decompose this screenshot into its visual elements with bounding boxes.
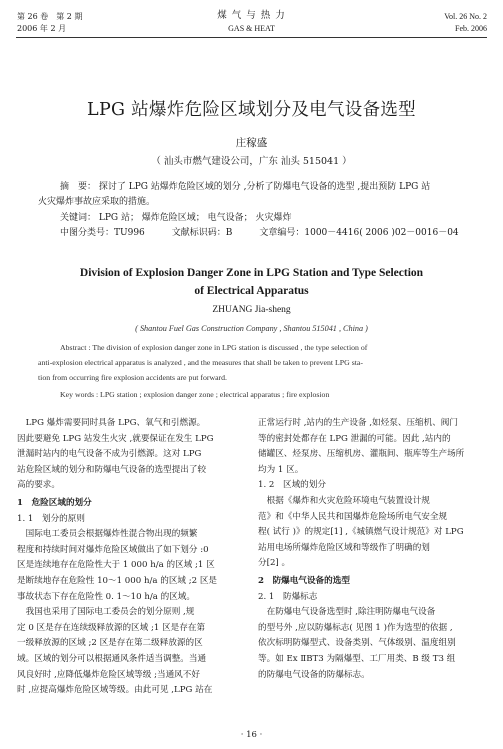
paragraph-line: 均为 1 区。 bbox=[258, 464, 304, 475]
abstract-cn-line-1: 摘 要： 探讨了 LPG 站爆炸危险区域的划分 ,分析了防爆电气设备的选型 ,提出预防 LPG 站 bbox=[60, 182, 431, 192]
abstract-en-line-3: tion from occurring fire explosion accidents are put forward. bbox=[38, 373, 228, 382]
header-journal-cn: 煤 气 与 热 力 bbox=[217, 10, 286, 21]
abstract-en-line-1: Abstract : The division of explosion danger zone in LPG station is discussed , the type selection of bbox=[60, 343, 368, 352]
paragraph-line: 等的密封处都存在 LPG 泄漏的可能。因此 ,站内的 bbox=[258, 433, 451, 444]
paragraph-line: 根据《爆炸和火灾危险环境电气装置设计规 bbox=[258, 495, 430, 506]
intro-line: 因此要避免 LPG 站发生火灾 ,就要保证在发生 LPG bbox=[17, 433, 214, 444]
section-1-1-heading: 1. 1 划分的原则 bbox=[17, 513, 85, 524]
header-date-en: Feb. 2006 bbox=[455, 24, 487, 33]
paragraph-line: 时 ,应提高爆炸危险区域等级。由此可见 ,LPG 站在 bbox=[17, 685, 213, 696]
section-1-heading: 1 危险区域的划分 bbox=[17, 497, 92, 508]
paragraph-line: 等。如 Ex ⅡBT3 为隔爆型、工厂用类、B 级 T3 组 bbox=[258, 653, 456, 664]
author-cn: 庄稼盛 bbox=[235, 137, 268, 149]
paper-title-cn: LPG 站爆炸危险区域划分及电气设备选型 bbox=[87, 100, 416, 120]
header-date-cn: 2006 年 2 月 bbox=[17, 24, 67, 33]
section-1-2-heading: 1. 2 区域的划分 bbox=[258, 480, 326, 491]
section-2-heading: 2 防爆电气设备的选型 bbox=[258, 575, 350, 586]
paragraph-line: 程( 试行 )》的规定[1] ,《城镇燃气设计规范》对 LPG bbox=[258, 527, 464, 538]
header-volume-en: Vol. 26 No. 2 bbox=[444, 12, 487, 21]
keywords-en: Key words : LPG station ; explosion danger zone ; electrical apparatus ; fire explosion bbox=[60, 390, 330, 399]
classification-cn: 中图分类号：TU996 文献标识码：B 文章编号：1000－4416( 2006 )02－0016－04 bbox=[60, 228, 459, 238]
paper-title-en-line-2: of Electrical Apparatus bbox=[194, 285, 309, 297]
paragraph-line: 我国也采用了国际电工委员会的划分原则 ,规 bbox=[17, 607, 195, 618]
paragraph-line: 分[2] 。 bbox=[258, 558, 291, 569]
author-en: ZHUANG Jia-sheng bbox=[212, 305, 291, 315]
paragraph-line: 一级释放源的区域 ;2 区是存在第二级释放源的区 bbox=[17, 638, 203, 649]
paragraph-line: 的防爆电气设备的防爆标志。 bbox=[258, 669, 370, 680]
header-rule bbox=[16, 37, 487, 38]
keywords-cn: 关键词： LPG 站； 爆炸危险区域； 电气设备； 火灾爆炸 bbox=[60, 213, 292, 223]
paragraph-line: 依次标明防爆型式、设备类别、气体级别、温度组别 bbox=[258, 638, 456, 649]
header-volume-cn: 第 26 卷 第 2 期 bbox=[17, 12, 83, 21]
paragraph-line: 区是连续地存在危险性大于 1 000 h/a 的区域 ;1 区 bbox=[17, 560, 215, 571]
left-column bbox=[17, 416, 249, 699]
intro-line: 高的要求。 bbox=[17, 480, 60, 491]
paragraph-line: 范》和《中华人民共和国爆炸危险场所电气安全规 bbox=[258, 511, 448, 522]
paper-title-en-line-1: Division of Explosion Danger Zone in LPG Station and Type Selection bbox=[79, 267, 424, 279]
paragraph-line: 程度和持续时间对爆炸危险区域做出了如下划分 :0 bbox=[17, 544, 209, 555]
abstract-en-line-2: anti-explosion electrical apparatus is analyzed , and the measures that shall be taken to prevent LPG sta- bbox=[38, 358, 363, 367]
paragraph-line: 储罐区、烃泵房、压缩机房、灌瓶间、瓶库等生产场所 bbox=[258, 449, 465, 460]
intro-line: LPG 爆炸需要同时具备 LPG、氧气和引燃源。 bbox=[17, 418, 206, 428]
right-column bbox=[258, 416, 490, 683]
paragraph-line: 站用电场所爆炸危险区域和等级作了明确的划 bbox=[258, 542, 430, 553]
paragraph-line: 风良好时 ,应降低爆炸危险区域等级 ;当通风不好 bbox=[17, 669, 200, 680]
affiliation-en: ( Shantou Fuel Gas Construction Company , Shantou 515041 , China ) bbox=[135, 324, 368, 333]
header-journal-en: GAS & HEAT bbox=[228, 24, 275, 33]
abstract-cn-line-2: 火灾爆炸事故应采取的措施。 bbox=[38, 197, 156, 207]
paragraph-line: 是断续地存在危险性 10～1 000 h/a 的区域 ;2 区是 bbox=[17, 575, 218, 586]
paragraph-line: 域。区域的划分可以根据通风条件适当调整。当通 bbox=[17, 653, 207, 664]
page-number: · 16 · bbox=[240, 730, 263, 740]
affiliation-cn: （ 汕头市燃气建设公司，广东 汕头 515041 ） bbox=[151, 156, 352, 167]
paragraph-line: 的型号外 ,应以防爆标志( 见图 1 )作为选型的依据 , bbox=[258, 622, 453, 633]
intro-line: 泄漏时站内的电气设备不成为引燃源。这对 LPG bbox=[17, 449, 202, 460]
paragraph-line: 定 0 区是存在连续级释放源的区域 ;1 区是存在第 bbox=[17, 622, 206, 633]
paragraph-line: 正常运行时 ,站内的生产设备 ,如烃泵、压缩机、阀门 bbox=[258, 418, 458, 428]
paragraph-line: 在防爆电气设备选型时 ,除注明防爆电气设备 bbox=[258, 607, 436, 618]
paragraph-line: 国际电工委员会根据爆炸性混合物出现的频繁 bbox=[17, 529, 198, 540]
intro-line: 站危险区域的划分和防爆电气设备的选型提出了较 bbox=[17, 464, 207, 475]
paragraph-line: 事故状态下存在危险性 0. 1～10 h/a 的区域。 bbox=[17, 591, 195, 602]
section-2-1-heading: 2. 1 防爆标志 bbox=[258, 591, 318, 602]
